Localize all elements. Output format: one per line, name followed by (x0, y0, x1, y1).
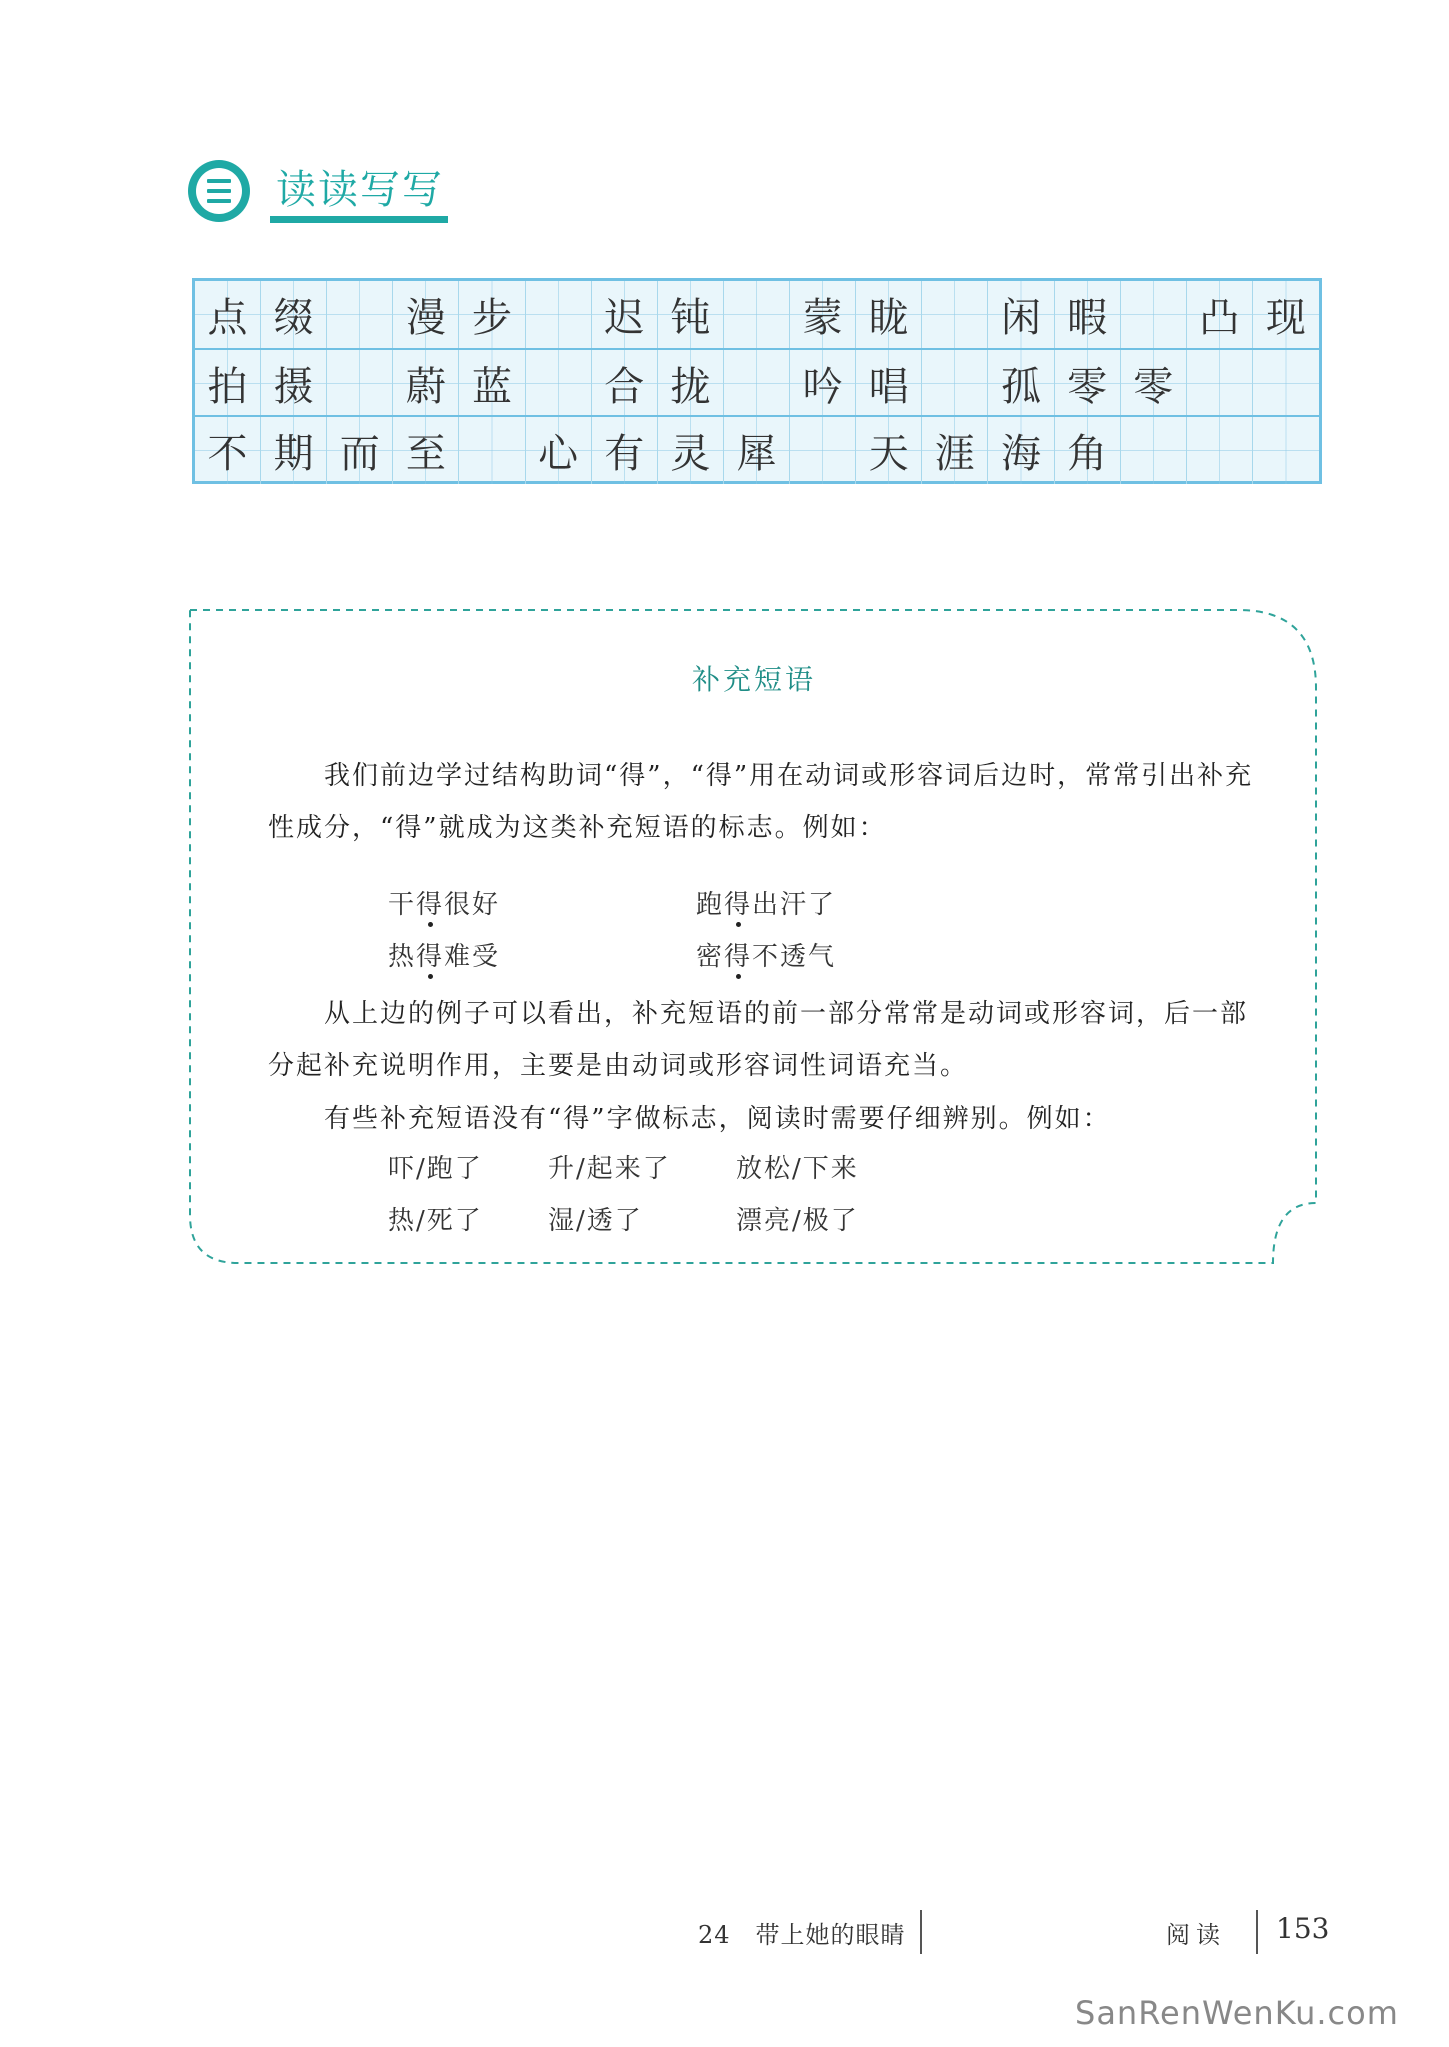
knowledge-box-title: 补充短语 (691, 663, 816, 696)
grid-cell (526, 350, 592, 417)
grid-cell: 犀 (724, 417, 790, 484)
grid-cell: 涯 (922, 417, 988, 484)
grid-cell: 蒙 (790, 281, 856, 348)
grid-cell (922, 350, 988, 417)
grid-cell: 海 (988, 417, 1054, 484)
footer-divider (1256, 1910, 1258, 1954)
footer-divider (920, 1910, 922, 1954)
grid-cell: 闲 (988, 281, 1054, 348)
footer-lesson-title: 24 带上她的眼睛 (698, 1921, 906, 1949)
example-phrase: 漂亮/极了 (736, 1206, 859, 1236)
example-phrase: 升/起来了 (548, 1154, 671, 1184)
example-phrase: 热/死了 (388, 1206, 483, 1236)
grid-cell (1187, 417, 1253, 484)
paragraph: 有些补充短语没有“得”字做标志，阅读时需要仔细辨别。例如： (324, 1104, 1111, 1134)
grid-cell (922, 281, 988, 348)
grid-cell: 漫 (393, 281, 459, 348)
grid-row (195, 415, 1319, 484)
grid-cell: 期 (261, 417, 327, 484)
watermark-text: SanRenWenKu.com (1075, 1994, 1399, 2032)
grid-cell (1121, 417, 1187, 484)
grid-row (195, 348, 1319, 417)
example-phrase: 热得难受 (388, 936, 500, 973)
grid-cell: 拍 (195, 350, 261, 417)
grid-cell: 点 (195, 281, 261, 348)
grid-cell: 唱 (856, 350, 922, 417)
grid-cell: 合 (592, 350, 658, 417)
example-phrase: 跑得出汗了 (696, 884, 836, 921)
knowledge-box (188, 608, 1320, 1268)
footer-unit-label: 阅读 (1166, 1921, 1226, 1949)
grid-cell: 心 (526, 417, 592, 484)
grid-cell: 吟 (790, 350, 856, 417)
example-phrase: 密得不透气 (696, 936, 836, 973)
page-number: 153 (1276, 1912, 1330, 1945)
example-phrase: 放松/下来 (736, 1154, 859, 1184)
grid-cell: 迟 (592, 281, 658, 348)
example-phrase: 干得很好 (388, 884, 500, 921)
grid-cell: 缀 (261, 281, 327, 348)
grid-cell: 蓝 (459, 350, 525, 417)
example-phrase: 湿/透了 (548, 1206, 643, 1236)
section-title: 读读写写 (276, 167, 444, 213)
example-phrase: 吓/跑了 (388, 1154, 483, 1184)
grid-cell: 蔚 (393, 350, 459, 417)
grid-cell: 零 (1121, 350, 1187, 417)
grid-cell: 不 (195, 417, 261, 484)
grid-cell: 暇 (1055, 281, 1121, 348)
grid-cell (1121, 281, 1187, 348)
grid-cell (459, 417, 525, 484)
grid-cell (790, 417, 856, 484)
grid-cell: 有 (592, 417, 658, 484)
grid-cell (327, 281, 393, 348)
section-header (188, 150, 448, 230)
grid-cell: 天 (856, 417, 922, 484)
grid-cell: 摄 (261, 350, 327, 417)
grid-cell (526, 281, 592, 348)
grid-cell: 孤 (988, 350, 1054, 417)
grid-cell: 拢 (658, 350, 724, 417)
word-grid (192, 278, 1322, 484)
grid-cell: 至 (393, 417, 459, 484)
grid-cell: 钝 (658, 281, 724, 348)
paragraph: 我们前边学过结构助词“得”，“得”用在动词或形容词后边时，常常引出补充性成分，“得”就成为这类补充短语的标志。例如： (268, 761, 1254, 843)
grid-cell (724, 281, 790, 348)
grid-cell: 灵 (658, 417, 724, 484)
grid-row (195, 281, 1319, 348)
grid-cell (1253, 417, 1319, 484)
grid-cell (1253, 350, 1319, 417)
grid-cell: 步 (459, 281, 525, 348)
grid-cell: 眬 (856, 281, 922, 348)
grid-cell (724, 350, 790, 417)
grid-cell: 零 (1055, 350, 1121, 417)
grid-cell: 现 (1253, 281, 1319, 348)
section-number-icon (188, 160, 250, 222)
grid-cell: 凸 (1187, 281, 1253, 348)
grid-cell: 而 (327, 417, 393, 484)
grid-cell (1187, 350, 1253, 417)
section-title-underline (270, 216, 448, 223)
grid-cell: 角 (1055, 417, 1121, 484)
paragraph: 从上边的例子可以看出，补充短语的前一部分常常是动词或形容词，后一部分起补充说明作用，主要是由动词或形容词性词语充当。 (268, 999, 1249, 1081)
grid-cell (327, 350, 393, 417)
